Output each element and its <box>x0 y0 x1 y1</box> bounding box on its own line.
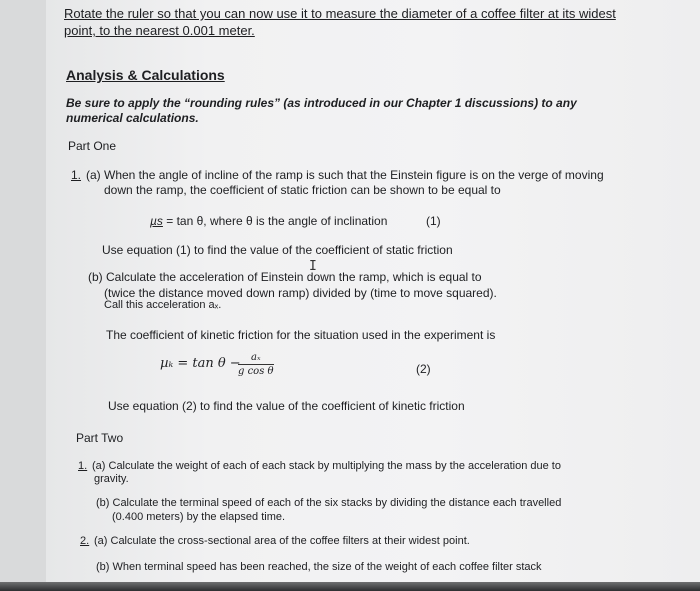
analysis-heading: Analysis & Calculations <box>66 67 225 83</box>
part-one-q1a-line-1: (a) When the angle of incline of the ramp is such that the Einstein figure is on the verge of moving <box>86 168 604 182</box>
equation-1-number: (1) <box>426 214 441 228</box>
equation-1 <box>150 214 387 228</box>
part-one-b-line-3: Call this acceleration aₓ. <box>104 299 222 311</box>
part-two-q1a-line-1: (a) Calculate the weight of each of each stack by multiplying the mass by the acceleration due to <box>92 460 561 472</box>
part-two-q1-number: 1. <box>78 460 88 472</box>
part-two-q1b-line-2: (0.400 meters) by the elapsed time. <box>112 511 286 523</box>
photo-bottom-edge <box>0 582 700 591</box>
part-two-q2b: (b) When terminal speed has been reached, the size of the weight of each coffee filter stack <box>96 561 542 573</box>
part-one-b-line-2: (twice the distance moved down ramp) divided by (time to move squared). <box>104 286 497 300</box>
use-equation-2: Use equation (2) to find the value of the coefficient of kinetic friction <box>108 399 465 413</box>
rounding-note-line-1: Be sure to apply the “rounding rules” (as introduced in our Chapter 1 discussions) to any <box>66 96 577 110</box>
equation-2-numerator: aₓ <box>238 352 274 365</box>
kinetic-intro: The coefficient of kinetic friction for the situation used in the experiment is <box>106 328 496 342</box>
equation-2-left: µₖ = tan θ − <box>160 356 241 371</box>
part-one-b-line-1: (b) Calculate the acceleration of Einstein down the ramp, which is equal to <box>88 270 482 284</box>
equation-2-number: (2) <box>416 362 431 376</box>
equation-2-denominator: g cos θ <box>238 366 274 377</box>
header-line-1: Rotate the ruler so that you can now use it to measure the diameter of a coffee filter at its widest <box>64 6 616 21</box>
rounding-note-line-2: numerical calculations. <box>66 111 199 125</box>
mu-static-symbol: µs <box>150 214 163 228</box>
use-equation-1: Use equation (1) to find the value of the coefficient of static friction <box>102 243 453 257</box>
part-one-title: Part One <box>68 139 117 153</box>
header-line-2: point, to the nearest 0.001 meter. <box>64 23 255 38</box>
part-two-q2-number: 2. <box>80 535 90 547</box>
part-two-q1b-line-1: (b) Calculate the terminal speed of each of the six stacks by dividing the distance each travelled <box>96 497 562 509</box>
part-two-title: Part Two <box>76 431 124 445</box>
text-cursor-icon: I <box>309 259 317 274</box>
part-two-q1a-line-2: gravity. <box>94 473 129 485</box>
equation-2-fraction <box>238 352 274 377</box>
equation-1-text: = tan θ, where θ is the angle of inclination <box>162 214 388 228</box>
part-two-q2a: (a) Calculate the cross-sectional area of the coffee filters at their widest point. <box>94 535 470 547</box>
part-one-q1a-line-2: down the ramp, the coefficient of static friction can be shown to be equal to <box>104 183 501 197</box>
part-one-q1-number: 1. <box>71 168 82 182</box>
